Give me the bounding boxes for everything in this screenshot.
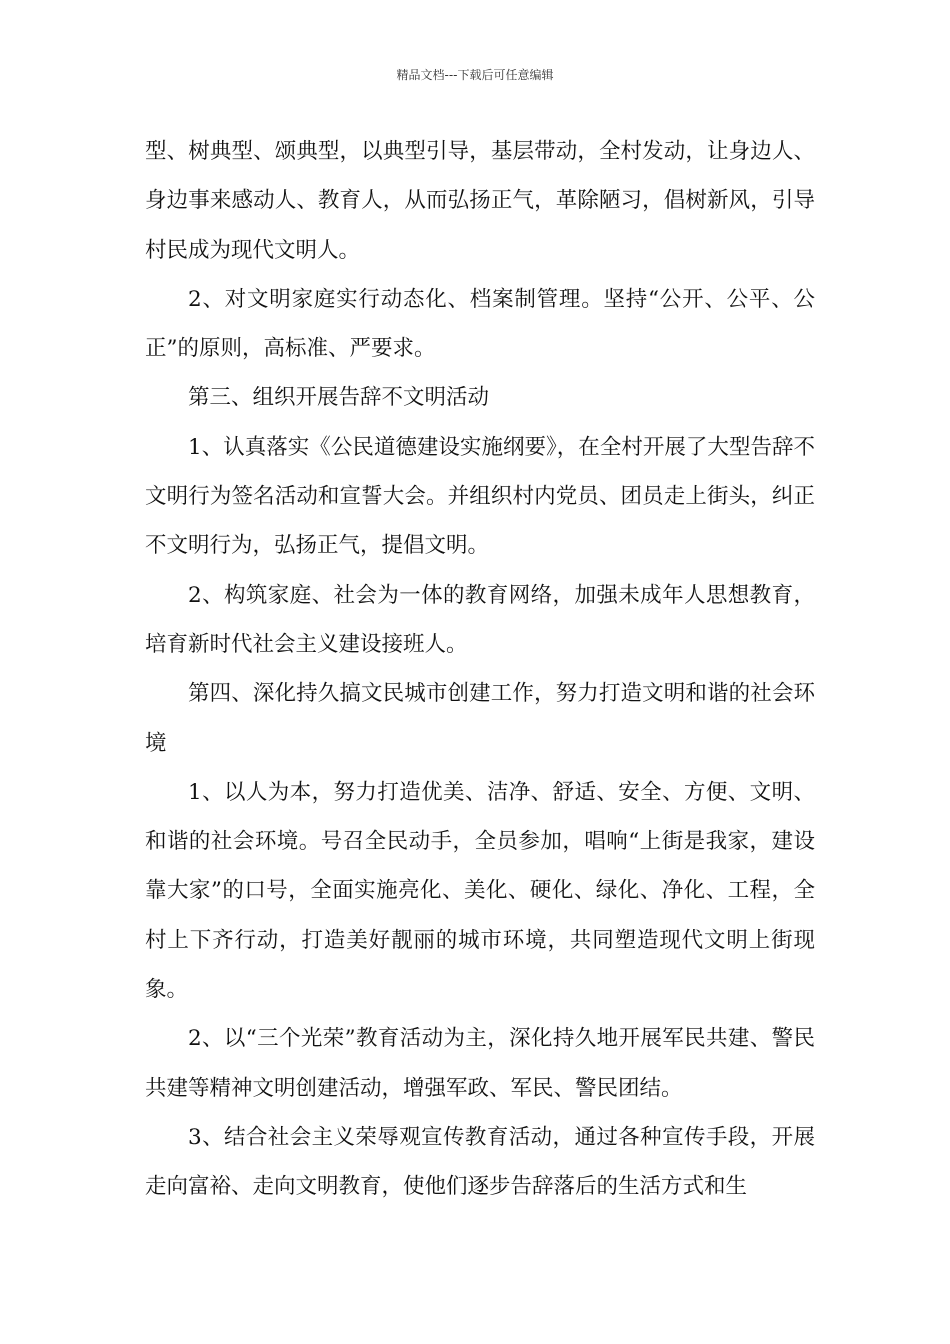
- paragraph: 1、认真落实《公民道德建设实施纲要》，在全村开展了大型告辞不文明行为签名活动和宣誓大会。并组织村内党员、团员走上街头，纠正不文明行为，弘扬正气，提倡文明。: [145, 434, 815, 559]
- section-heading: 第三、组织开展告辞不文明活动: [188, 385, 490, 411]
- paragraph: 2、对文明家庭实行动态化、档案制管理。坚持“公开、公平、公正”的原则，高标准、严要求。: [145, 286, 815, 362]
- section-heading: 第四、深化持久搞文民城市创建工作，努力打造文明和谐的社会环境: [145, 681, 815, 756]
- paragraph: 2、以“三个光荣”教育活动为主，深化持久地开展军民共建、警民共建等精神文明创建活动，增强军政、军民、警民团结。: [145, 1026, 815, 1101]
- document-body: [145, 127, 815, 1212]
- paragraph: 2、构筑家庭、社会为一体的教育网络，加强未成年人思想教育，培育新时代社会主义建设接班人。: [145, 582, 815, 657]
- paragraph: 1、以人为本，努力打造优美、洁净、舒适、安全、方便、文明、和谐的社会环境。号召全民动手，全员参加，唱响“上街是我家，建设靠大家”的口号，全面实施亮化、美化、硬化、绿化、净化、工程，全村上下齐行动，打造美好靓丽的城市环境，共同塑造现代文明上街现象。: [145, 779, 815, 1003]
- paragraph: 型、树典型、颂典型，以典型引导，基层带动，全村发动，让身边人、身边事来感动人、教育人，从而弘扬正气，革除陋习，倡树新风，引导村民成为现代文明人。: [145, 139, 815, 263]
- paragraph: 3、结合社会主义荣辱观宣传教育活动，通过各种宣传手段，开展走向富裕、走向文明教育，使他们逐步告辞落后的生活方式和生: [145, 1124, 815, 1200]
- page-header: 精品文档---下载后可任意编辑: [396, 68, 554, 82]
